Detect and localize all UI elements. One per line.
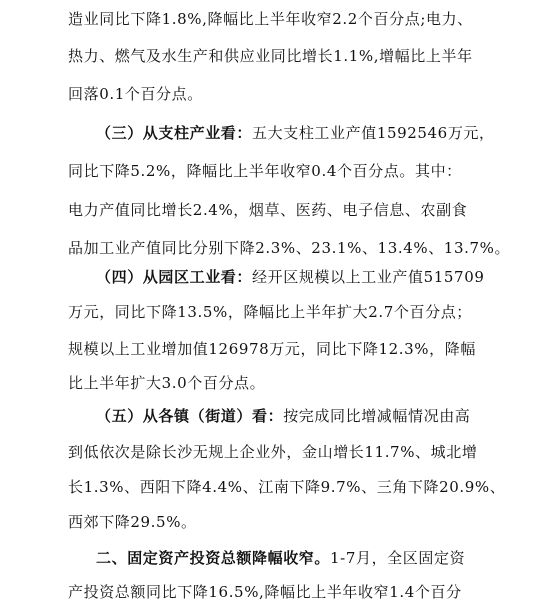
paragraph-line — [96, 405, 470, 427]
paragraph-line — [96, 122, 495, 144]
paragraph-line — [96, 547, 465, 569]
body-line: 回落0.1个百分点。 — [68, 85, 203, 103]
paragraph-text: 1-7月，全区固定资 — [330, 549, 466, 567]
paragraph-text: 按完成同比增减幅情况由高 — [283, 407, 471, 425]
body-line: 万元，同比下降13.5%，降幅比上半年扩大2.7个百分点； — [68, 303, 472, 321]
paragraph-text: 经开区规模以上工业产值515709 — [252, 268, 485, 286]
body-line: 长1.3%、西阳下降4.4%、江南下降9.7%、三角下降20.9%、 — [68, 478, 506, 496]
section-heading: （四）从园区工业看： — [96, 268, 253, 286]
body-line: 产投资总额同比下降16.5%,降幅比上半年收窄1.4个百分 — [68, 583, 462, 601]
body-line: 同比下降5.2%，降幅比上半年收窄0.4个百分点。其中： — [68, 162, 462, 180]
section-heading: 二、固定资产投资总额降幅收窄。 — [96, 549, 331, 567]
body-line: 造业同比下降1.8%,降幅比上半年收窄2.2个百分点;电力、 — [68, 10, 473, 28]
paragraph-line — [96, 266, 484, 288]
body-line: 规模以上工业增加值126978万元，同比下降12.3%，降幅 — [68, 340, 476, 358]
body-line: 品加工业产值同比分别下降2.3%、23.1%、13.4%、13.7%。 — [68, 239, 511, 257]
section-heading: （三）从支柱产业看： — [96, 124, 253, 142]
body-line: 比上半年扩大3.0个百分点。 — [68, 374, 266, 392]
section-heading: （五）从各镇（街道）看： — [96, 407, 284, 425]
paragraph-text: 五大支柱工业产值1592546万元， — [252, 124, 495, 142]
body-line: 电力产值同比增长2.4%，烟草、医药、电子信息、农副食 — [68, 201, 468, 219]
body-line: 到低依次是除长沙无规上企业外，金山增长11.7%、城北增 — [68, 443, 478, 461]
body-line: 热力、燃气及水生产和供应业同比增长1.1%,增幅比上半年 — [68, 47, 473, 65]
body-line: 西郊下降29.5%。 — [68, 513, 197, 531]
